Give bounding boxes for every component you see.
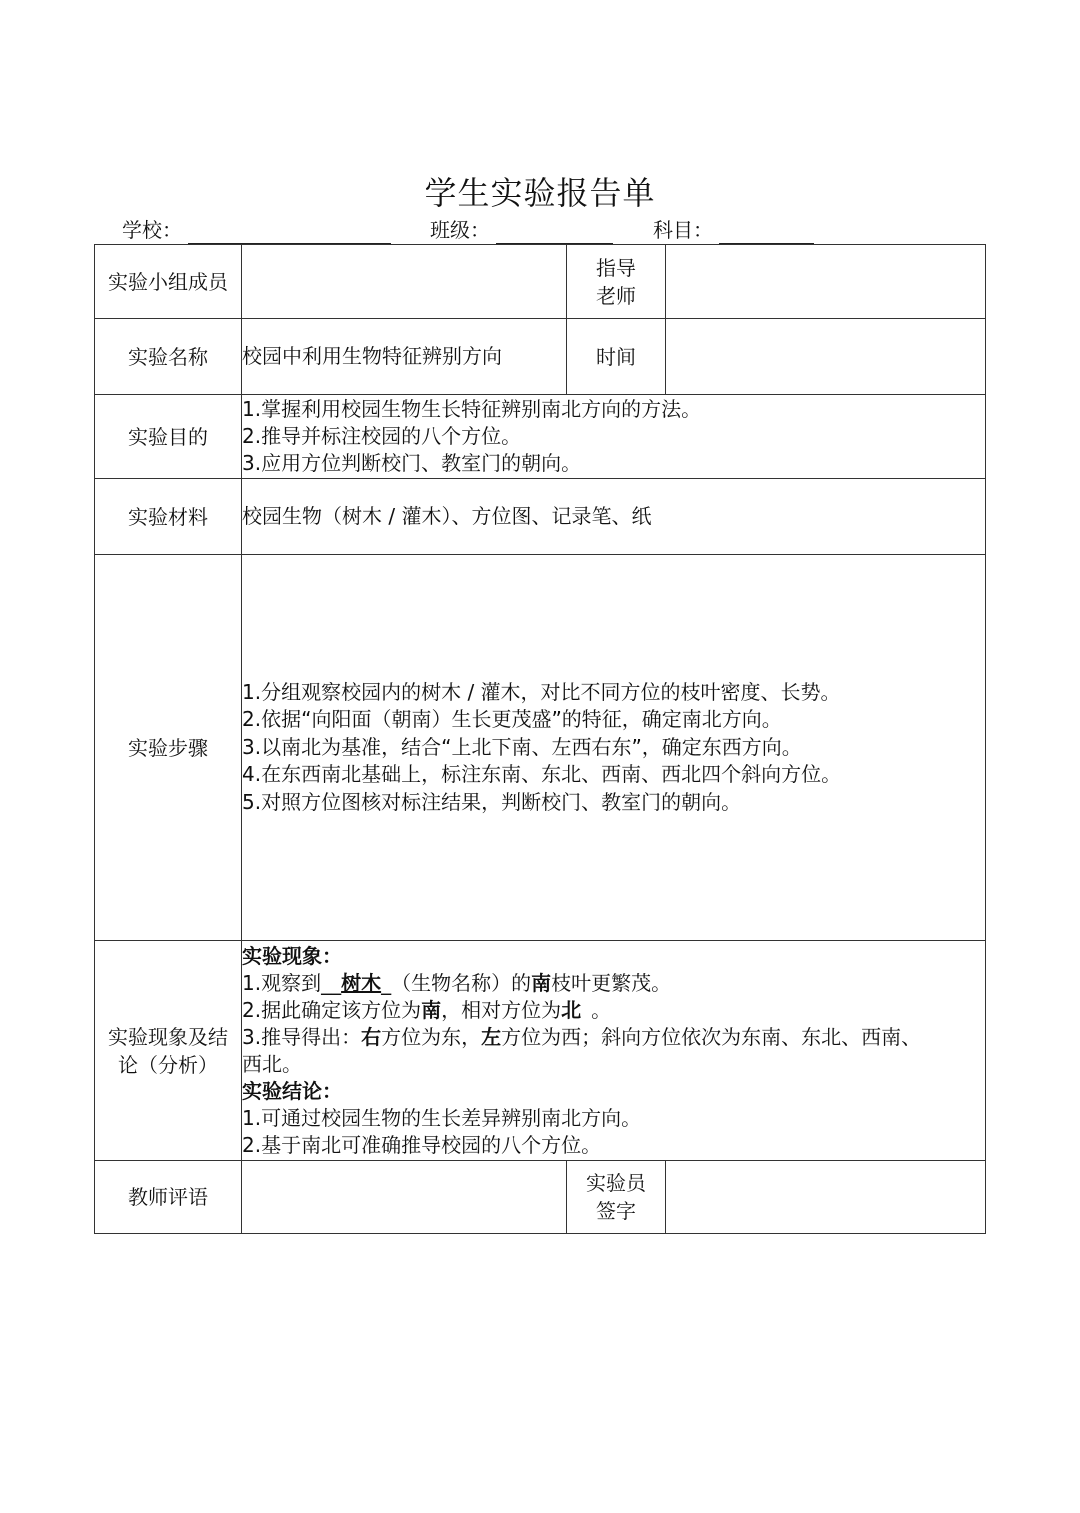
- steps-label: 实验步骤: [95, 555, 242, 941]
- phenomenon-heading: 实验现象：: [242, 943, 342, 968]
- members-label: 实验小组成员: [95, 245, 242, 319]
- subject-field: [653, 216, 814, 244]
- direction-fill: 左: [481, 1024, 502, 1049]
- step-item: 4.在东西南北基础上，标注东南、东北、西南、西北四个斜向方位。: [242, 762, 842, 787]
- phenomenon-text: 枝叶更繁茂。: [551, 970, 672, 995]
- comment-row: [95, 1161, 986, 1234]
- step-item: 2.依据“向阳面（朝南）生长更茂盛”的特征，确定南北方向。: [242, 707, 782, 732]
- phenomenon-text: 。: [591, 997, 612, 1022]
- conclusion-item: 1.可通过校园生物的生长差异辨别南北方向。: [242, 1105, 642, 1130]
- conclusion-heading: 实验结论：: [242, 1078, 342, 1103]
- phenomenon-item: [242, 1024, 985, 1051]
- school-label: 学校：: [122, 218, 182, 242]
- name-value: 校园中利用生物特征辨别方向: [242, 319, 567, 395]
- name-label: 实验名称: [95, 319, 242, 395]
- phenomenon-item-continued: 西北。: [242, 1051, 302, 1076]
- purpose-item: 1.掌握利用校园生物生长特征辨别南北方向的方法。: [242, 397, 702, 421]
- blank-mark: _: [381, 970, 392, 995]
- phenomenon-text: ，相对方位为: [441, 997, 562, 1022]
- steps-cell: [242, 555, 986, 941]
- members-row: [95, 245, 986, 319]
- page-title: 学生实验报告单: [424, 174, 656, 212]
- purpose-item: 2.推导并标注校园的八个方位。: [242, 424, 522, 448]
- phenomenon-item: [242, 997, 985, 1024]
- phenomenon-text: 3.推导得出：: [242, 1024, 362, 1049]
- steps-row: [95, 555, 986, 941]
- blank-mark: __: [321, 970, 342, 995]
- purpose-cell: [242, 395, 986, 479]
- step-item: 1.分组观察校园内的树木 / 灌木，对比不同方位的枝叶密度、长势。: [242, 679, 841, 704]
- phenomenon-item: [242, 970, 985, 997]
- purpose-item: 3.应用方位判断校门、教室门的朝向。: [242, 451, 582, 475]
- direction-fill: 南: [421, 997, 442, 1022]
- materials-row: [95, 479, 986, 555]
- direction-fill: 右: [361, 1024, 382, 1049]
- signer-cell[interactable]: [666, 1161, 986, 1234]
- purpose-label: 实验目的: [95, 395, 242, 479]
- direction-fill: 北: [561, 997, 582, 1022]
- materials-label: 实验材料: [95, 479, 242, 555]
- report-table: [94, 244, 986, 1234]
- comment-label: 教师评语: [95, 1161, 242, 1234]
- phenomenon-text: （生物名称）的: [391, 970, 532, 995]
- phenomenon-text: 方位为西；斜向方位依次为东南、东北、西南、: [501, 1024, 922, 1049]
- analysis-cell: [242, 941, 986, 1161]
- step-item: 3.以南北为基准，结合“上北下南、左西右东”，确定东西方向。: [242, 734, 802, 759]
- phenomenon-text: 2.据此确定该方位为: [242, 997, 422, 1022]
- class-field: [430, 216, 613, 244]
- organism-fill: 树木: [341, 970, 382, 995]
- subject-blank[interactable]: [719, 221, 814, 244]
- phenomenon-text: 方位为东，: [381, 1024, 482, 1049]
- phenomenon-text: 1.观察到: [242, 970, 322, 995]
- teacher-cell[interactable]: [666, 245, 986, 319]
- analysis-row: [95, 941, 986, 1161]
- conclusion-item: 2.基于南北可准确推导校园的八个方位。: [242, 1132, 602, 1157]
- analysis-label: 实验现象及结论（分析）: [95, 941, 242, 1161]
- step-item: 5.对照方位图核对标注结果，判断校门、教室门的朝向。: [242, 789, 742, 814]
- class-label: 班级：: [430, 218, 490, 242]
- school-field: [122, 216, 391, 244]
- school-blank[interactable]: [188, 221, 391, 244]
- members-cell[interactable]: [242, 245, 567, 319]
- signer-label: 实验员签字: [567, 1161, 666, 1234]
- time-cell[interactable]: [666, 319, 986, 395]
- teacher-label: 指导老师: [567, 245, 666, 319]
- time-label: 时间: [567, 319, 666, 395]
- subject-label: 科目：: [653, 218, 713, 242]
- name-row: [95, 319, 986, 395]
- class-blank[interactable]: [496, 221, 613, 244]
- materials-value: 校园生物（树木 / 灌木）、方位图、记录笔、纸: [242, 479, 986, 555]
- purpose-row: [95, 395, 986, 479]
- comment-cell[interactable]: [242, 1161, 567, 1234]
- direction-fill: 南: [531, 970, 552, 995]
